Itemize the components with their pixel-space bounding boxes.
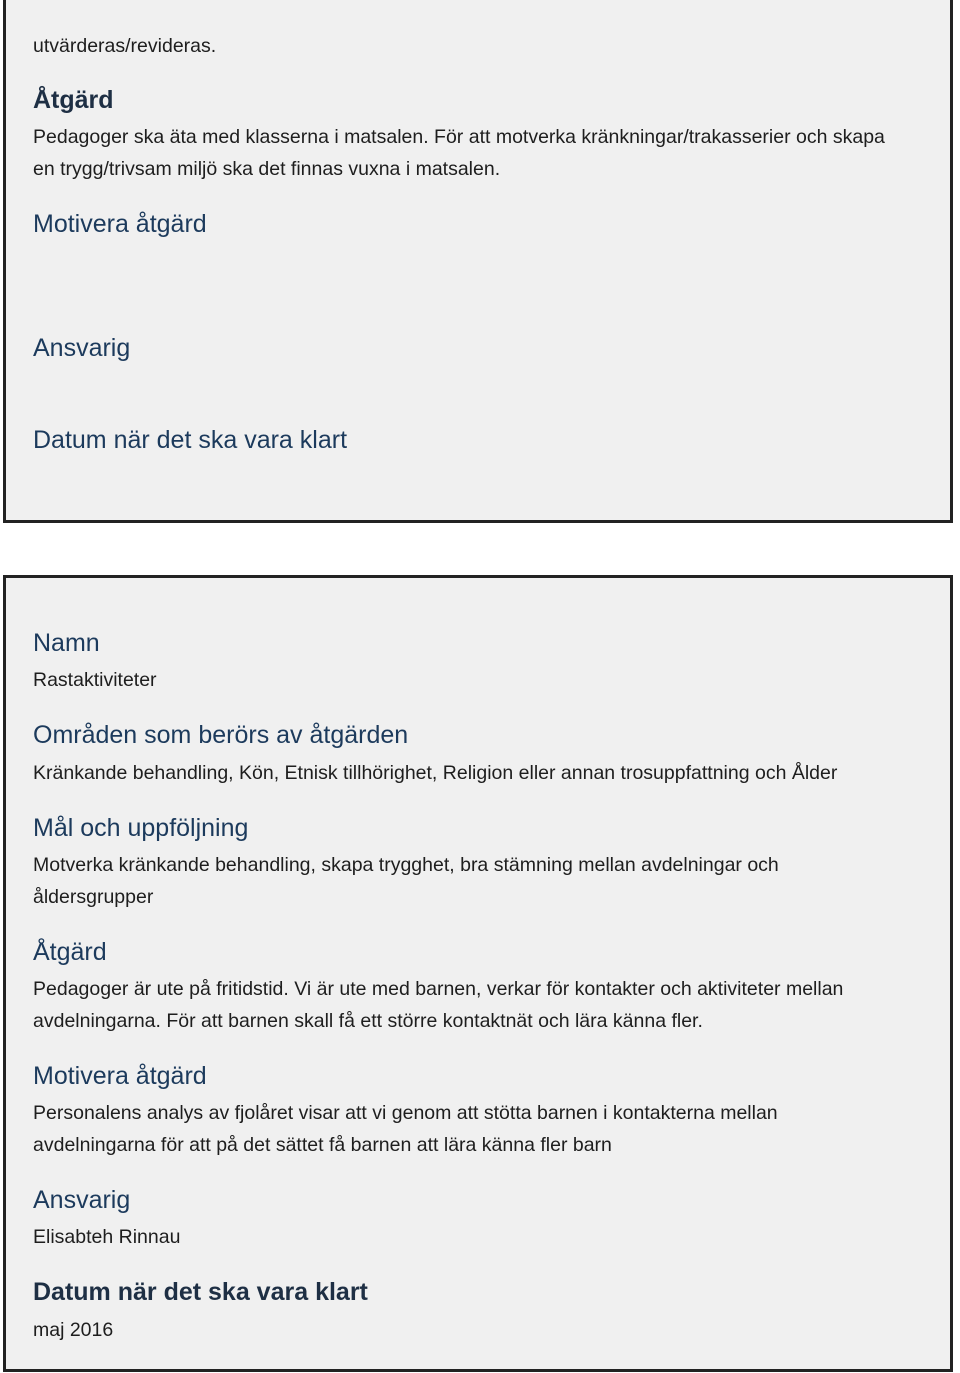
omraden-value: Kränkande behandling, Kön, Etnisk tillhörighet, Religion eller annan trosuppfattning och Ålder [33, 762, 838, 784]
datum-heading: Datum när det ska vara klart [33, 1278, 368, 1306]
atgard-text-line-2: avdelningarna. För att barnen skall få ett större kontaktnät och lära känna fler. [33, 1010, 703, 1032]
action-plan-box-2 [3, 575, 953, 1372]
motivera-text-line-1: Personalens analys av fjolåret visar att vi genom att stötta barnen i kontakterna mellan [33, 1102, 778, 1124]
atgard-text-line-1: Pedagoger ska äta med klasserna i matsalen. För att motverka kränkningar/trakasserier och skapa [33, 126, 885, 148]
datum-value: maj 2016 [33, 1319, 114, 1341]
continuation-text: utvärderas/revideras. [33, 35, 217, 57]
namn-value: Rastaktiviteter [33, 669, 157, 691]
atgard-heading: Åtgärd [33, 938, 107, 966]
ansvarig-value: Elisabteh Rinnau [33, 1226, 181, 1248]
mal-text-line-1: Motverka kränkande behandling, skapa trygghet, bra stämning mellan avdelningar och [33, 854, 779, 876]
namn-heading: Namn [33, 629, 100, 657]
action-plan-box-1 [3, 0, 953, 523]
datum-heading: Datum när det ska vara klart [33, 426, 348, 454]
atgard-text-line-1: Pedagoger är ute på fritidstid. Vi är ute med barnen, verkar för kontakter och aktiviteter mellan [33, 978, 844, 1000]
atgard-heading: Åtgärd [33, 86, 114, 114]
ansvarig-heading: Ansvarig [33, 1186, 131, 1214]
ansvarig-heading: Ansvarig [33, 334, 131, 362]
motivera-heading: Motivera åtgärd [33, 210, 207, 238]
mal-text-line-2: åldersgrupper [33, 886, 154, 908]
mal-heading: Mål och uppföljning [33, 814, 249, 842]
atgard-text-line-2: en trygg/trivsam miljö ska det finnas vuxna i matsalen. [33, 158, 501, 180]
motivera-heading: Motivera åtgärd [33, 1062, 207, 1090]
motivera-text-line-2: avdelningarna för att på det sättet få barnen att lära känna fler barn [33, 1134, 612, 1156]
omraden-heading: Områden som berörs av åtgärden [33, 721, 409, 749]
